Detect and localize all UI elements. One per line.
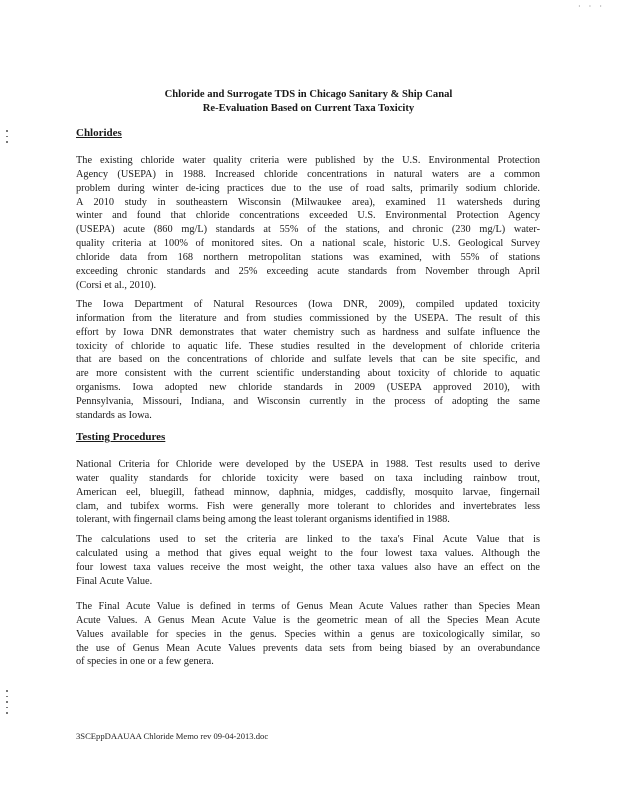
- text-line: Acute Values. A Genus Mean Acute Value is the geometric mean of all the Species Mean Acute: [76, 614, 540, 626]
- text-line: standards as Iowa.: [76, 409, 152, 421]
- text-line: tolerant, with fingernail clams being among the least tolerant organisms identified in 1988.: [76, 514, 450, 526]
- text-line: are more consistent with the current scientific understanding about toxicity of chloride to aquatic: [76, 368, 540, 380]
- heading-testing-procedures: Testing Procedures: [76, 431, 166, 443]
- text-line: winter and found that chloride concentrations exceeded U.S. Environmental Protection Agency: [76, 210, 540, 222]
- left-margin-marks-bottom: [6, 690, 9, 718]
- text-line: The existing chloride water quality criteria were published by the U.S. Environmental Protection: [76, 155, 540, 166]
- text-line: calculated using a method that gives equal weight to the four lowest taxa values. Although the: [76, 547, 540, 559]
- text-line: Final Acute Value.: [76, 575, 153, 587]
- text-line: The Iowa Department of Natural Resources (Iowa DNR, 2009), compiled updated toxicity: [76, 299, 540, 310]
- text-line: Agency (USEPA) in 1988. Increased chloride concentrations in natural waters are a common: [76, 168, 540, 180]
- text-line: The calculations used to set the criteria are linked to the taxa's Final Acute Value that is: [76, 534, 540, 545]
- text-line: American eel, bluegill, fathead minnow, daphnia, midges, caddisfly, mosquito larvae, fingernail: [76, 486, 540, 498]
- paragraph-testing-3: [76, 600, 540, 669]
- heading-chlorides: Chlorides: [76, 127, 122, 139]
- text-line: chloride data from 168 northern metropolitan stations was examined, with 55% of stations: [76, 251, 540, 263]
- text-line: exceeding chronic standards and 25% exceeding acute standards from November through April: [76, 265, 540, 277]
- text-line: National Criteria for Chloride were developed by the USEPA in 1988. Test results used to derive: [76, 459, 540, 470]
- text-line: (Corsi et al., 2010).: [76, 279, 157, 291]
- text-line: Pennsylvania, Missouri, Indiana, and Wisconsin currently in the process of adopting the same: [76, 395, 540, 407]
- document-title: [76, 88, 541, 116]
- paragraph-chlorides-1: [76, 154, 540, 292]
- corner-marks: · · ·: [578, 2, 605, 11]
- left-margin-marks-top: [6, 130, 9, 147]
- text-line: organisms. Iowa adopted new chloride standards in 2009 (USEPA approved 2010), with: [76, 382, 540, 394]
- paragraph-chlorides-2: [76, 298, 540, 423]
- paragraph-testing-2: [76, 533, 540, 588]
- text-line: effort by Iowa DNR demonstrates that water chemistry such as hardness and sulfate influence the: [76, 326, 540, 338]
- text-line: of species in one or a few genera.: [76, 656, 214, 668]
- title-line-1: Chloride and Surrogate TDS in Chicago Sanitary & Ship Canal: [164, 89, 453, 100]
- text-line: problem during winter de-icing practices due to the use of road salts, primarily sodium chloride.: [76, 182, 540, 194]
- text-line: four lowest taxa values receive the most weight, the other taxa values also have an effect on the: [76, 561, 540, 573]
- text-line: toxicity of chloride to aquatic life. These studies resulted in the development of chloride criteria: [76, 340, 540, 352]
- text-line: information from the literature and from studies commissioned by the USEPA. The result of this: [76, 312, 540, 324]
- text-line: the use of Genus Mean Acute Values prevents data sets from being biased by an overabundance: [76, 642, 540, 654]
- text-line: quality criteria at 100% of monitored sites. On a national scale, historic U.S. Geological Survey: [76, 238, 540, 250]
- text-line: clam, and tubifex worms. Fish were generally more tolerant to chlorides and invertebrates less: [76, 500, 540, 512]
- document-footer: 3SCEppDAAUAA Chloride Memo rev 09-04-2013.doc: [76, 731, 269, 741]
- text-line: Values available for species in the genus. Species within a genus are toxicologically similar, so: [76, 628, 540, 640]
- title-line-2: Re-Evaluation Based on Current Taxa Toxicity: [202, 103, 415, 114]
- paragraph-testing-1: [76, 458, 540, 527]
- text-line: A 2010 study in southeastern Wisconsin (Milwaukee area), examined 11 watersheds during: [76, 196, 540, 208]
- text-line: (USEPA) acute (860 mg/L) standards at 55% of the stations, and chronic (230 mg/L) water-: [76, 224, 540, 236]
- text-line: water quality standards for chloride toxicity were based on taxa including rainbow trout,: [76, 472, 540, 484]
- text-line: that are based on the concentrations of chloride and sulfate levels that can be site specific, and: [76, 354, 540, 366]
- text-line: The Final Acute Value is defined in terms of Genus Mean Acute Values rather than Species Mean: [76, 601, 540, 612]
